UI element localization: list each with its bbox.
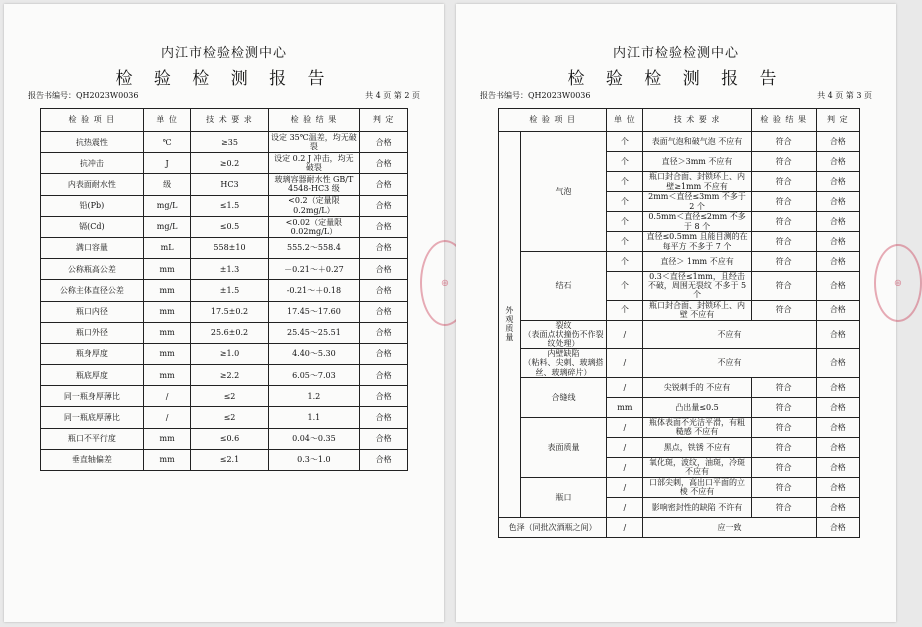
requirement-cell: ≤0.5 <box>191 216 268 237</box>
item-cell: 满口容量 <box>41 237 144 258</box>
inspection-table <box>40 108 408 471</box>
verdict-cell: 合格 <box>816 172 859 192</box>
unit-cell: / <box>607 517 643 537</box>
unit-cell: 个 <box>607 172 643 192</box>
unit-cell: 级 <box>143 174 191 195</box>
report-page-3 <box>456 4 903 622</box>
table-row <box>499 252 860 272</box>
requirement-cell: 瓶体表面不光洁平滑，有粗糙感 不应有 <box>643 417 751 437</box>
result-cell: 符合 <box>751 272 816 301</box>
unit-cell: 个 <box>607 232 643 252</box>
unit-cell: mm <box>607 397 643 417</box>
item-cell: 瓶身厚度 <box>41 343 144 364</box>
verdict-cell: 合格 <box>360 343 408 364</box>
table-row <box>41 132 408 153</box>
result-cell: 不应有 <box>643 320 816 349</box>
verdict-cell: 合格 <box>816 152 859 172</box>
requirement-cell: 25.6±0.2 <box>191 322 268 343</box>
result-cell: 符合 <box>751 437 816 457</box>
requirement-cell: 0.3＜直径≤1mm，且经击不破，周围无裂纹 不多于 5 个 <box>643 272 751 301</box>
header-item: 检 验 项 目 <box>41 109 144 132</box>
result-cell: <0.02（定量限 0.02mg/L） <box>268 216 360 237</box>
result-cell: 1.2 <box>268 386 360 407</box>
table-row <box>499 477 860 497</box>
item-cell: 垂直轴偏差 <box>41 449 144 470</box>
unit-cell: / <box>607 349 643 378</box>
result-cell: 符合 <box>751 300 816 320</box>
verdict-cell: 合格 <box>360 407 408 428</box>
item-cell: 同一瓶身厚薄比 <box>41 386 144 407</box>
requirement-cell: ≤2 <box>191 386 268 407</box>
requirement-cell: ≤2.1 <box>191 449 268 470</box>
unit-cell: ℃ <box>143 132 191 153</box>
page-count: 共 4 页 第 3 页 <box>817 91 872 100</box>
unit-cell: mm <box>143 365 191 386</box>
unit-cell: / <box>607 457 643 477</box>
verdict-cell: 合格 <box>816 132 859 152</box>
verdict-cell: 合格 <box>816 349 859 378</box>
verdict-cell: 合格 <box>360 386 408 407</box>
unit-cell: 个 <box>607 132 643 152</box>
result-cell: 符合 <box>751 397 816 417</box>
item-cell: 抗热震性 <box>41 132 144 153</box>
verdict-cell: 合格 <box>816 377 859 397</box>
unit-cell: / <box>607 417 643 437</box>
unit-cell: mm <box>143 280 191 301</box>
verdict-cell: 合格 <box>816 272 859 301</box>
unit-cell: / <box>607 437 643 457</box>
group-cell-seam: 合缝线 <box>520 377 607 417</box>
unit-cell: mm <box>143 322 191 343</box>
requirement-cell: HC3 <box>191 174 268 195</box>
item-cell: 内表面耐水性 <box>41 174 144 195</box>
group-cell-bubbles: 气泡 <box>520 132 607 252</box>
requirement-cell: 瓶口封合面、封锁环上、内壁 不应有 <box>643 300 751 320</box>
table-row <box>499 417 860 437</box>
unit-cell: mg/L <box>143 195 191 216</box>
verdict-cell: 合格 <box>816 397 859 417</box>
result-cell: 符合 <box>751 252 816 272</box>
unit-cell: 个 <box>607 152 643 172</box>
verdict-cell: 合格 <box>816 497 859 517</box>
table-row <box>41 280 408 301</box>
group-cell-mouth: 瓶口 <box>520 477 607 517</box>
verdict-cell: 合格 <box>816 320 859 349</box>
page-count: 共 4 页 第 2 页 <box>365 91 420 100</box>
table-header-row <box>41 109 408 132</box>
item-cell: 瓶口外径 <box>41 322 144 343</box>
result-cell: 符合 <box>751 172 816 192</box>
verdict-cell: 合格 <box>360 259 408 280</box>
group-cell-cracks: 裂纹 （表面点状撞伤不作裂纹处理） <box>520 320 607 349</box>
result-cell: 符合 <box>751 152 816 172</box>
result-cell: 符合 <box>751 377 816 397</box>
requirement-cell: 黑点，铁锈 不应有 <box>643 437 751 457</box>
verdict-cell: 合格 <box>816 192 859 212</box>
group-cell-defects: 内壁缺陷 （粘料、尖刺、玻璃搭丝、玻璃碎片） <box>520 349 607 378</box>
unit-cell: 个 <box>607 272 643 301</box>
table-row <box>499 517 860 537</box>
result-cell: 符合 <box>751 417 816 437</box>
unit-cell: mL <box>143 237 191 258</box>
report-title: 检 验 检 测 报 告 <box>567 69 785 89</box>
table-row <box>41 407 408 428</box>
result-cell: 1.1 <box>268 407 360 428</box>
verdict-cell: 合格 <box>816 417 859 437</box>
requirement-cell: 0.5mm＜直径≤2mm 不多于 8 个 <box>643 212 751 232</box>
result-cell: 玻璃容器耐水性 GB/T 4548-HC3 级 <box>268 174 360 195</box>
verdict-cell: 合格 <box>360 174 408 195</box>
requirement-cell: 558±10 <box>191 237 268 258</box>
seal-stamp-icon: ⊛ <box>420 240 470 326</box>
result-cell: 应一致 <box>643 517 816 537</box>
unit-cell: mg/L <box>143 216 191 237</box>
table-row <box>41 259 408 280</box>
header-result: 检 验 结 果 <box>268 109 360 132</box>
requirement-cell: 直径≤0.5mm 且能目测的在每平方 不多于 7 个 <box>643 232 751 252</box>
item-cell: 公称瓶高公差 <box>41 259 144 280</box>
table-row <box>41 386 408 407</box>
requirement-cell: ≥2.2 <box>191 365 268 386</box>
unit-cell: J <box>143 153 191 174</box>
item-cell: 镉(Cd) <box>41 216 144 237</box>
group-cell-color: 色泽（同批次酒瓶之间） <box>499 517 607 537</box>
verdict-cell: 合格 <box>360 237 408 258</box>
verdict-cell: 合格 <box>816 300 859 320</box>
verdict-cell: 合格 <box>360 365 408 386</box>
result-cell: 符合 <box>751 212 816 232</box>
table-row <box>41 322 408 343</box>
requirement-cell: 尖锐刺手的 不应有 <box>643 377 751 397</box>
report-title: 检 验 检 测 报 告 <box>115 69 333 89</box>
verdict-cell: 合格 <box>816 477 859 497</box>
appearance-table <box>498 108 860 538</box>
requirement-cell: ≤2 <box>191 407 268 428</box>
table-row <box>41 153 408 174</box>
requirement-cell: ≥0.2 <box>191 153 268 174</box>
header-unit: 单 位 <box>143 109 191 132</box>
table-row <box>41 428 408 449</box>
requirement-cell: 17.5±0.2 <box>191 301 268 322</box>
table-row <box>41 449 408 470</box>
unit-cell: 个 <box>607 212 643 232</box>
requirement-cell: 直径＞3mm 不应有 <box>643 152 751 172</box>
seal-stamp-icon: ⊛ <box>874 244 922 322</box>
requirement-cell: 2mm＜直径≤3mm 不多于 2 个 <box>643 192 751 212</box>
table-row <box>499 377 860 397</box>
table-row <box>41 216 408 237</box>
item-cell: 瓶底厚度 <box>41 365 144 386</box>
item-cell: 抗冲击 <box>41 153 144 174</box>
item-cell: 同一瓶底厚薄比 <box>41 407 144 428</box>
unit-cell: / <box>607 320 643 349</box>
verdict-cell: 合格 <box>816 232 859 252</box>
result-cell: -0.21～＋0.18 <box>268 280 360 301</box>
header-result: 检 验 结 果 <box>751 109 816 132</box>
header-verdict: 判 定 <box>816 109 859 132</box>
requirement-cell: ≤1.5 <box>191 195 268 216</box>
org-name: 内江市检验检测中心 <box>160 46 287 61</box>
verdict-cell: 合格 <box>360 301 408 322</box>
item-cell: 瓶口内径 <box>41 301 144 322</box>
table-row <box>41 301 408 322</box>
header-requirement: 技 术 要 求 <box>191 109 268 132</box>
result-cell: 符合 <box>751 232 816 252</box>
table-row <box>41 343 408 364</box>
unit-cell: / <box>607 497 643 517</box>
result-cell: 0.3～1.0 <box>268 449 360 470</box>
result-cell: 555.2～558.4 <box>268 237 360 258</box>
verdict-cell: 合格 <box>360 216 408 237</box>
table-row <box>41 365 408 386</box>
report-number: 报告书编号：QH2023W0036 <box>480 91 591 100</box>
verdict-cell: 合格 <box>360 449 408 470</box>
table-row <box>41 174 408 195</box>
unit-cell: mm <box>143 449 191 470</box>
group-cell-stones: 结石 <box>520 252 607 321</box>
unit-cell: 个 <box>607 192 643 212</box>
unit-cell: / <box>143 407 191 428</box>
result-cell: 符合 <box>751 477 816 497</box>
requirement-cell: ≥1.0 <box>191 343 268 364</box>
item-cell: 铅(Pb) <box>41 195 144 216</box>
unit-cell: 个 <box>607 252 643 272</box>
verdict-cell: 合格 <box>360 428 408 449</box>
verdict-cell: 合格 <box>360 280 408 301</box>
requirement-cell: ≥35 <box>191 132 268 153</box>
requirement-cell: ≤0.6 <box>191 428 268 449</box>
item-cell: 瓶口不平行度 <box>41 428 144 449</box>
category-cell: 外观质量 <box>499 132 521 518</box>
table-row <box>499 132 860 152</box>
result-cell: 17.45～17.60 <box>268 301 360 322</box>
table-row <box>499 320 860 349</box>
verdict-cell: 合格 <box>816 437 859 457</box>
result-cell: 不应有 <box>643 349 816 378</box>
result-cell: 符合 <box>751 132 816 152</box>
unit-cell: mm <box>143 259 191 280</box>
requirement-cell: 瓶口封合面、封锁环上、内壁≥1mm 不应有 <box>643 172 751 192</box>
result-cell: 设定 35℃温差，均无破裂 <box>268 132 360 153</box>
unit-cell: / <box>143 386 191 407</box>
result-cell: <0.2（定量限 0.2mg/L） <box>268 195 360 216</box>
result-cell: －0.21～＋0.27 <box>268 259 360 280</box>
result-cell: 4.40～5.30 <box>268 343 360 364</box>
unit-cell: mm <box>143 428 191 449</box>
table-header-row <box>499 109 860 132</box>
requirement-cell: 氧化斑，波纹，油斑，冷斑 不应有 <box>643 457 751 477</box>
requirement-cell: ±1.5 <box>191 280 268 301</box>
result-cell: 符合 <box>751 457 816 477</box>
result-cell: 符合 <box>751 192 816 212</box>
result-cell: 6.05～7.03 <box>268 365 360 386</box>
verdict-cell: 合格 <box>816 212 859 232</box>
header-requirement: 技 术 要 求 <box>643 109 751 132</box>
unit-cell: mm <box>143 301 191 322</box>
table-row <box>41 237 408 258</box>
requirement-cell: 影响密封性的缺陷 不许有 <box>643 497 751 517</box>
requirement-cell: 直径＞ 1mm 不应有 <box>643 252 751 272</box>
unit-cell: mm <box>143 343 191 364</box>
verdict-cell: 合格 <box>360 322 408 343</box>
verdict-cell: 合格 <box>816 252 859 272</box>
result-cell: 符合 <box>751 497 816 517</box>
org-name: 内江市检验检测中心 <box>612 46 739 61</box>
verdict-cell: 合格 <box>816 517 859 537</box>
verdict-cell: 合格 <box>816 457 859 477</box>
item-cell: 公称主体直径公差 <box>41 280 144 301</box>
verdict-cell: 合格 <box>360 153 408 174</box>
requirement-cell: 凸出量≤0.5 <box>643 397 751 417</box>
report-page-2 <box>4 4 450 622</box>
verdict-cell: 合格 <box>360 195 408 216</box>
table-row <box>499 349 860 378</box>
header-verdict: 判 定 <box>360 109 408 132</box>
result-cell: 0.04～0.35 <box>268 428 360 449</box>
verdict-cell: 合格 <box>360 132 408 153</box>
header-item: 检 验 项 目 <box>499 109 607 132</box>
unit-cell: / <box>607 377 643 397</box>
report-number: 报告书编号：QH2023W0036 <box>28 91 139 100</box>
result-cell: 设定 0.2 J 冲击，均无破裂 <box>268 153 360 174</box>
requirement-cell: 口部尖刺，高出口平面的立棱 不应有 <box>643 477 751 497</box>
unit-cell: 个 <box>607 300 643 320</box>
requirement-cell: ±1.3 <box>191 259 268 280</box>
result-cell: 25.45～25.51 <box>268 322 360 343</box>
requirement-cell: 表面气泡和破气泡 不应有 <box>643 132 751 152</box>
group-cell-surface: 表面质量 <box>520 417 607 477</box>
unit-cell: / <box>607 477 643 497</box>
table-row <box>41 195 408 216</box>
header-unit: 单 位 <box>607 109 643 132</box>
